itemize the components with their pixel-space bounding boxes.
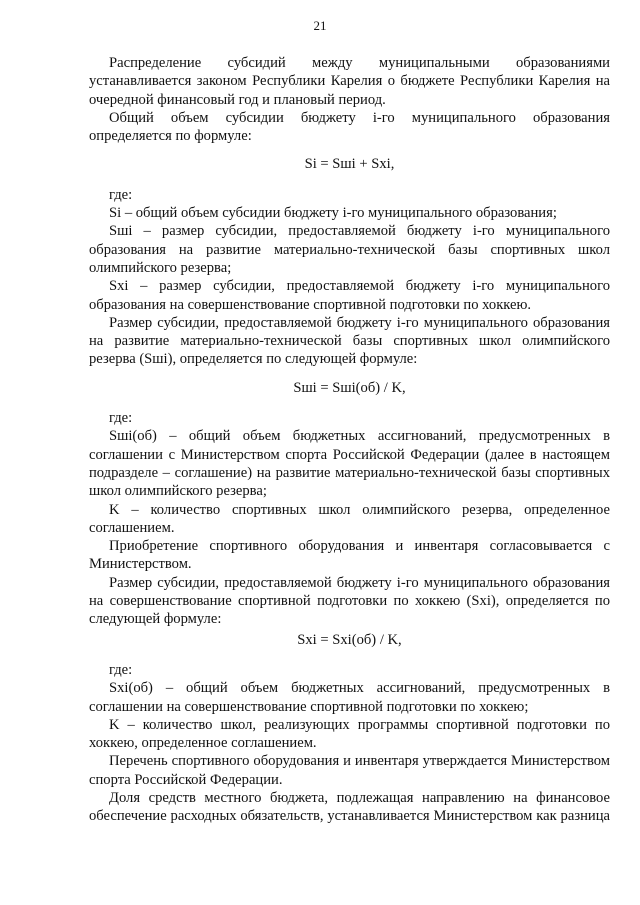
where-label-3: где: <box>109 661 133 678</box>
paragraph-total-subsidy: Общий объем субсидии бюджету i-го муниципального образования определяется по формуле: <box>89 109 610 145</box>
page-number: 21 <box>313 18 327 33</box>
formula-si: Si = Sшi + Sxi, <box>304 156 395 173</box>
paragraph-local-budget-share: Доля средств местного бюджета, подлежащая направлению на финансовое обеспечение расходных обязательств, устанавливается Министерством как разница <box>89 789 610 825</box>
definition-k-schools: K – количество спортивных школ олимпийского резерва, определенное соглашением. <box>89 501 610 536</box>
document-body <box>89 54 610 826</box>
definition-sshi: Sшi – размер субсидии, предоставляемой бюджету i-го муниципального образования на развитие материально-технической базы спортивных школ олимпийского резерва; <box>89 223 610 276</box>
formula-sxi: Sxi = Sxi(об) / K, <box>297 631 402 648</box>
definition-si: Si – общий объем субсидии бюджету i-го муниципального образования; <box>109 205 557 222</box>
definition-sxi: Sxi – размер субсидии, предоставляемой бюджету i-го муниципального образования на совершенствование спортивной подготовки по хоккею. <box>89 278 610 313</box>
paragraph-sshi-size: Размер субсидии, предоставляемой бюджету i-го муниципального образования на развитие материально-технической базы спортивных школ олимпийского резерва (Sшi), определяется по следующей формуле: <box>89 314 610 368</box>
paragraph-distribution: Распределение субсидий между муниципальными образованиями устанавливается законом Республики Карелия о бюджете Республики Карелия на очередной финансовый год и плановый период. <box>89 55 610 108</box>
definition-sshi-ob: Sшi(об) – общий объем бюджетных ассигнований, предусмотренных в соглашении с Министерством спорта Российской Федерации (далее в настоящем подразделе – соглашение) на развитие материально-технической базы спортивных школ олимпийского резерва; <box>89 428 610 500</box>
formula-sshi: Sшi = Sшi(об) / K, <box>293 379 406 396</box>
where-label-2: где: <box>109 410 133 427</box>
definition-sxi-ob: Sxi(об) – общий объем бюджетных ассигнований, предусмотренных в соглашении на совершенствование спортивной подготовки по хоккею; <box>89 680 610 715</box>
definition-k-hockey: K – количество школ, реализующих программы спортивной подготовки по хоккею, определенное соглашением. <box>89 716 610 752</box>
paragraph-sxi-size: Размер субсидии, предоставляемой бюджету i-го муниципального образования на совершенствование спортивной подготовки по хоккею (Sxi), определяется по следующей формуле: <box>89 574 610 628</box>
paragraph-equipment-agreement: Приобретение спортивного оборудования и инвентаря согласовывается с Министерством. <box>89 538 610 573</box>
paragraph-equipment-list: Перечень спортивного оборудования и инвентаря утверждается Министерством спорта Российской Федерации. <box>89 753 610 788</box>
where-label-1: где: <box>109 186 133 203</box>
